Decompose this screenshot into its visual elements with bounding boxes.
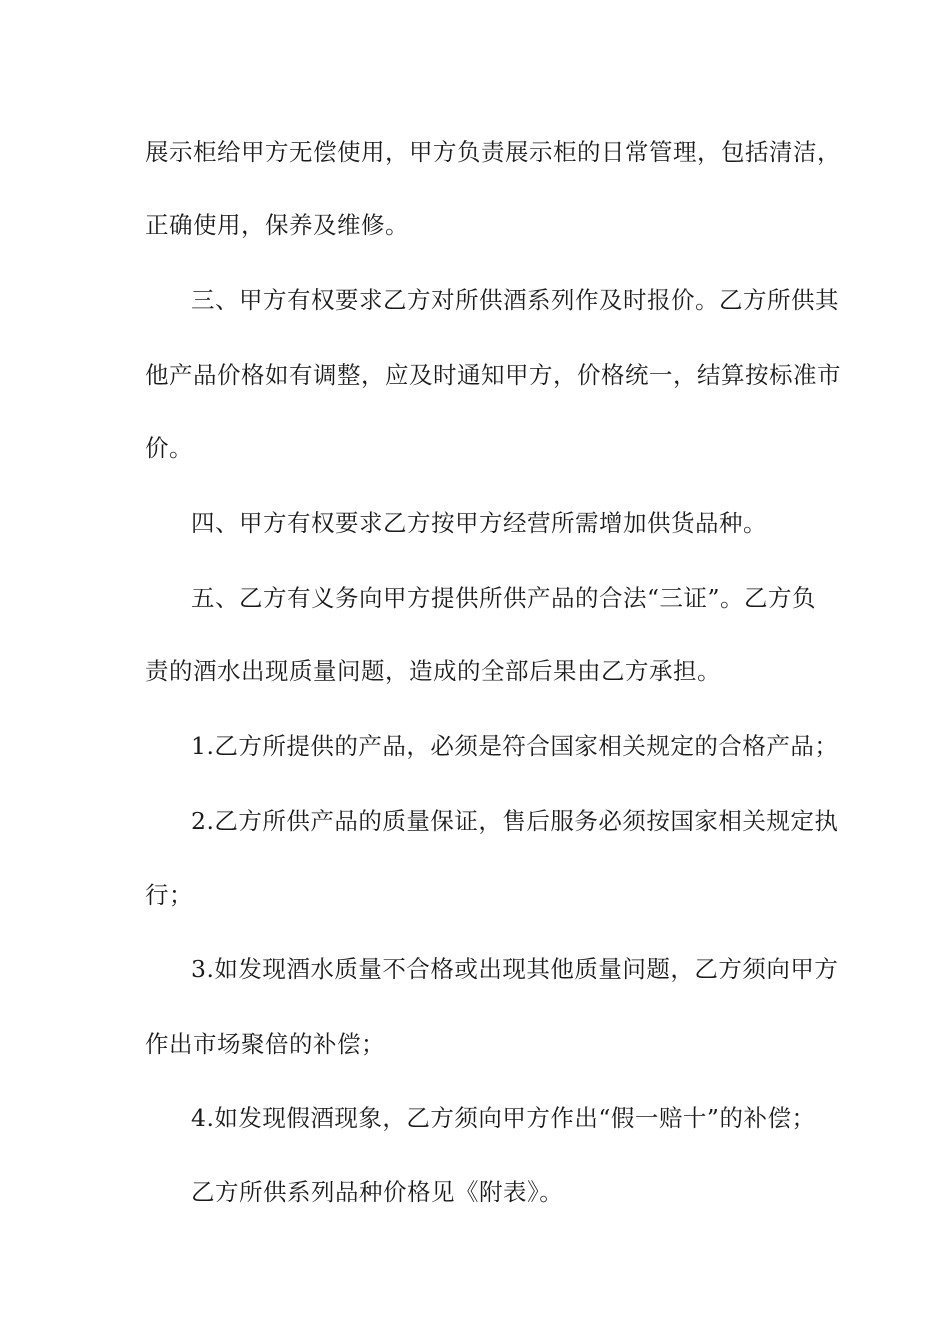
- paragraph-line: 五、乙方有义务向甲方提供所供产品的合法“三证”。乙方负: [191, 584, 817, 612]
- paragraph-line: 乙方所供系列品种价格见《附表》。: [191, 1178, 564, 1206]
- paragraph-line: 责的酒水出现质量问题，造成的全部后果由乙方承担。: [145, 657, 721, 685]
- paragraph-line: 作出市场聚倍的补偿；: [145, 1030, 385, 1058]
- paragraph-line: 价。: [145, 434, 193, 462]
- paragraph-line: 三、甲方有权要求乙方对所供酒系列作及时报价。乙方所供其: [191, 286, 839, 314]
- paragraph-line: 4.如发现假酒现象，乙方须向甲方作出“假一赔十”的补偿；: [191, 1104, 816, 1132]
- paragraph-line: 正确使用，保养及维修。: [145, 211, 409, 239]
- paragraph-line: 他产品价格如有调整，应及时通知甲方，价格统一，结算按标准市: [145, 361, 841, 389]
- paragraph-line: 1.乙方所提供的产品，必须是符合国家相关规定的合格产品；: [191, 732, 839, 760]
- paragraph-line: 3.如发现酒水质量不合格或出现其他质量问题，乙方须向甲方: [191, 955, 839, 983]
- paragraph-line: 展示柜给甲方无偿使用，甲方负责展示柜的日常管理，包括清洁，: [145, 138, 841, 166]
- paragraph-line: 四、甲方有权要求乙方按甲方经营所需增加供货品种。: [191, 509, 767, 537]
- paragraph-line: 2.乙方所供产品的质量保证，售后服务必须按国家相关规定执: [191, 807, 839, 835]
- paragraph-line: 行；: [145, 881, 193, 909]
